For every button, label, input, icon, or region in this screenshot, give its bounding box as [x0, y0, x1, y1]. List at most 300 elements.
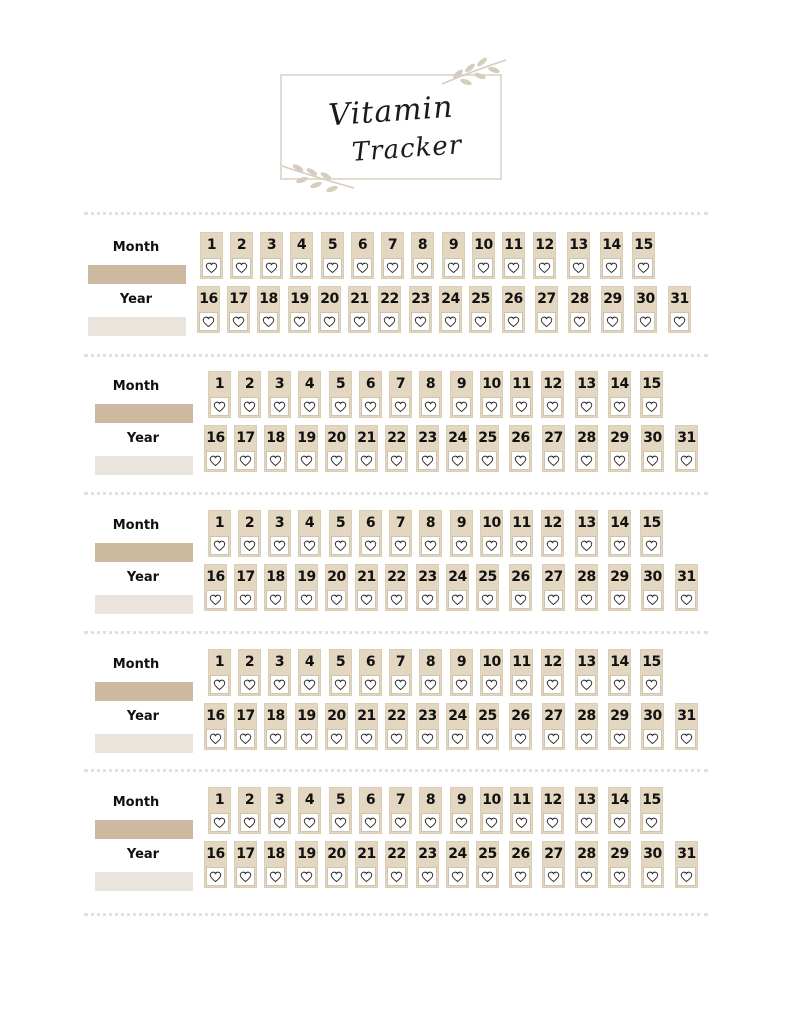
day-cell[interactable] — [600, 232, 623, 279]
day-cell[interactable] — [509, 703, 532, 750]
heart-checkbox[interactable] — [266, 729, 285, 748]
day-cell[interactable] — [329, 510, 352, 557]
heart-checkbox[interactable] — [387, 867, 406, 886]
day-cell[interactable] — [608, 425, 631, 472]
heart-checkbox[interactable] — [610, 813, 629, 832]
heart-checkbox[interactable] — [610, 867, 629, 886]
day-cell[interactable] — [318, 286, 341, 333]
day-cell[interactable] — [409, 286, 432, 333]
heart-checkbox[interactable] — [361, 536, 380, 555]
heart-checkbox[interactable] — [511, 451, 530, 470]
day-cell[interactable] — [329, 371, 352, 418]
day-cell[interactable] — [575, 703, 598, 750]
heart-checkbox[interactable] — [643, 451, 662, 470]
heart-checkbox[interactable] — [471, 312, 490, 331]
heart-checkbox[interactable] — [677, 867, 696, 886]
month-input-bar[interactable] — [88, 265, 186, 284]
heart-checkbox[interactable] — [478, 590, 497, 609]
day-cell[interactable] — [355, 841, 378, 888]
day-cell[interactable] — [476, 703, 499, 750]
day-cell[interactable] — [480, 649, 503, 696]
heart-checkbox[interactable] — [199, 312, 218, 331]
heart-checkbox[interactable] — [327, 729, 346, 748]
heart-checkbox[interactable] — [240, 813, 259, 832]
heart-checkbox[interactable] — [232, 258, 251, 277]
day-cell[interactable] — [509, 841, 532, 888]
heart-checkbox[interactable] — [577, 590, 596, 609]
month-input-bar[interactable] — [95, 543, 193, 562]
heart-checkbox[interactable] — [544, 867, 563, 886]
day-cell[interactable] — [419, 510, 442, 557]
day-cell[interactable] — [469, 286, 492, 333]
day-cell[interactable] — [257, 286, 280, 333]
day-cell[interactable] — [234, 564, 257, 611]
heart-checkbox[interactable] — [391, 813, 410, 832]
heart-checkbox[interactable] — [544, 729, 563, 748]
heart-checkbox[interactable] — [270, 675, 289, 694]
day-cell[interactable] — [541, 510, 564, 557]
day-cell[interactable] — [381, 232, 404, 279]
day-cell[interactable] — [268, 649, 291, 696]
heart-checkbox[interactable] — [544, 590, 563, 609]
heart-checkbox[interactable] — [300, 536, 319, 555]
heart-checkbox[interactable] — [610, 590, 629, 609]
day-cell[interactable] — [264, 841, 287, 888]
day-cell[interactable] — [675, 564, 698, 611]
day-cell[interactable] — [476, 425, 499, 472]
heart-checkbox[interactable] — [504, 312, 523, 331]
day-cell[interactable] — [541, 371, 564, 418]
day-cell[interactable] — [385, 564, 408, 611]
day-cell[interactable] — [641, 703, 664, 750]
heart-checkbox[interactable] — [300, 675, 319, 694]
day-cell[interactable] — [268, 371, 291, 418]
heart-checkbox[interactable] — [206, 590, 225, 609]
heart-checkbox[interactable] — [482, 675, 501, 694]
heart-checkbox[interactable] — [478, 729, 497, 748]
day-cell[interactable] — [416, 425, 439, 472]
day-cell[interactable] — [641, 425, 664, 472]
day-cell[interactable] — [260, 232, 283, 279]
heart-checkbox[interactable] — [236, 729, 255, 748]
heart-checkbox[interactable] — [210, 397, 229, 416]
day-cell[interactable] — [378, 286, 401, 333]
day-cell[interactable] — [541, 649, 564, 696]
day-cell[interactable] — [238, 649, 261, 696]
day-cell[interactable] — [502, 286, 525, 333]
heart-checkbox[interactable] — [610, 397, 629, 416]
heart-checkbox[interactable] — [452, 536, 471, 555]
heart-checkbox[interactable] — [361, 397, 380, 416]
heart-checkbox[interactable] — [577, 729, 596, 748]
heart-checkbox[interactable] — [474, 258, 493, 277]
day-cell[interactable] — [325, 703, 348, 750]
heart-checkbox[interactable] — [577, 397, 596, 416]
day-cell[interactable] — [325, 425, 348, 472]
heart-checkbox[interactable] — [602, 258, 621, 277]
day-cell[interactable] — [389, 787, 412, 834]
day-cell[interactable] — [268, 510, 291, 557]
day-cell[interactable] — [389, 510, 412, 557]
heart-checkbox[interactable] — [380, 312, 399, 331]
heart-checkbox[interactable] — [441, 312, 460, 331]
heart-checkbox[interactable] — [642, 675, 661, 694]
day-cell[interactable] — [359, 371, 382, 418]
day-cell[interactable] — [510, 371, 533, 418]
day-cell[interactable] — [295, 841, 318, 888]
day-cell[interactable] — [450, 649, 473, 696]
day-cell[interactable] — [234, 425, 257, 472]
day-cell[interactable] — [419, 649, 442, 696]
heart-checkbox[interactable] — [266, 590, 285, 609]
heart-checkbox[interactable] — [236, 867, 255, 886]
day-cell[interactable] — [510, 787, 533, 834]
heart-checkbox[interactable] — [357, 729, 376, 748]
heart-checkbox[interactable] — [577, 867, 596, 886]
day-cell[interactable] — [640, 787, 663, 834]
heart-checkbox[interactable] — [610, 675, 629, 694]
day-cell[interactable] — [510, 649, 533, 696]
day-cell[interactable] — [472, 232, 495, 279]
heart-checkbox[interactable] — [387, 729, 406, 748]
day-cell[interactable] — [640, 649, 663, 696]
heart-checkbox[interactable] — [270, 813, 289, 832]
day-cell[interactable] — [295, 564, 318, 611]
heart-checkbox[interactable] — [262, 258, 281, 277]
day-cell[interactable] — [476, 841, 499, 888]
day-cell[interactable] — [446, 564, 469, 611]
day-cell[interactable] — [608, 703, 631, 750]
heart-checkbox[interactable] — [512, 397, 531, 416]
heart-checkbox[interactable] — [266, 451, 285, 470]
heart-checkbox[interactable] — [350, 312, 369, 331]
day-cell[interactable] — [416, 841, 439, 888]
heart-checkbox[interactable] — [297, 451, 316, 470]
heart-checkbox[interactable] — [511, 867, 530, 886]
day-cell[interactable] — [288, 286, 311, 333]
year-input-bar[interactable] — [95, 456, 193, 475]
heart-checkbox[interactable] — [357, 451, 376, 470]
day-cell[interactable] — [325, 564, 348, 611]
day-cell[interactable] — [359, 787, 382, 834]
heart-checkbox[interactable] — [478, 867, 497, 886]
day-cell[interactable] — [208, 510, 231, 557]
day-cell[interactable] — [298, 649, 321, 696]
heart-checkbox[interactable] — [323, 258, 342, 277]
day-cell[interactable] — [575, 564, 598, 611]
heart-checkbox[interactable] — [361, 813, 380, 832]
day-cell[interactable] — [568, 286, 591, 333]
heart-checkbox[interactable] — [421, 397, 440, 416]
day-cell[interactable] — [541, 787, 564, 834]
day-cell[interactable] — [416, 703, 439, 750]
day-cell[interactable] — [675, 703, 698, 750]
day-cell[interactable] — [230, 232, 253, 279]
month-input-bar[interactable] — [95, 682, 193, 701]
heart-checkbox[interactable] — [535, 258, 554, 277]
day-cell[interactable] — [668, 286, 691, 333]
day-cell[interactable] — [411, 232, 434, 279]
day-cell[interactable] — [385, 425, 408, 472]
heart-checkbox[interactable] — [290, 312, 309, 331]
day-cell[interactable] — [295, 425, 318, 472]
heart-checkbox[interactable] — [511, 590, 530, 609]
day-cell[interactable] — [575, 510, 598, 557]
day-cell[interactable] — [442, 232, 465, 279]
heart-checkbox[interactable] — [452, 675, 471, 694]
heart-checkbox[interactable] — [634, 258, 653, 277]
day-cell[interactable] — [480, 510, 503, 557]
heart-checkbox[interactable] — [448, 590, 467, 609]
day-cell[interactable] — [601, 286, 624, 333]
day-cell[interactable] — [542, 425, 565, 472]
day-cell[interactable] — [675, 425, 698, 472]
heart-checkbox[interactable] — [391, 536, 410, 555]
day-cell[interactable] — [450, 510, 473, 557]
day-cell[interactable] — [446, 841, 469, 888]
heart-checkbox[interactable] — [482, 536, 501, 555]
heart-checkbox[interactable] — [331, 536, 350, 555]
heart-checkbox[interactable] — [387, 590, 406, 609]
day-cell[interactable] — [575, 649, 598, 696]
day-cell[interactable] — [359, 510, 382, 557]
heart-checkbox[interactable] — [421, 813, 440, 832]
heart-checkbox[interactable] — [383, 258, 402, 277]
day-cell[interactable] — [298, 787, 321, 834]
day-cell[interactable] — [290, 232, 313, 279]
heart-checkbox[interactable] — [677, 590, 696, 609]
heart-checkbox[interactable] — [670, 312, 689, 331]
day-cell[interactable] — [575, 371, 598, 418]
day-cell[interactable] — [535, 286, 558, 333]
day-cell[interactable] — [295, 703, 318, 750]
day-cell[interactable] — [355, 425, 378, 472]
heart-checkbox[interactable] — [270, 536, 289, 555]
day-cell[interactable] — [227, 286, 250, 333]
heart-checkbox[interactable] — [327, 451, 346, 470]
day-cell[interactable] — [264, 425, 287, 472]
heart-checkbox[interactable] — [331, 397, 350, 416]
heart-checkbox[interactable] — [452, 397, 471, 416]
heart-checkbox[interactable] — [543, 397, 562, 416]
heart-checkbox[interactable] — [270, 397, 289, 416]
day-cell[interactable] — [476, 564, 499, 611]
heart-checkbox[interactable] — [511, 729, 530, 748]
year-input-bar[interactable] — [88, 317, 186, 336]
heart-checkbox[interactable] — [331, 675, 350, 694]
heart-checkbox[interactable] — [570, 312, 589, 331]
day-cell[interactable] — [439, 286, 462, 333]
day-cell[interactable] — [234, 841, 257, 888]
day-cell[interactable] — [197, 286, 220, 333]
heart-checkbox[interactable] — [643, 867, 662, 886]
day-cell[interactable] — [208, 787, 231, 834]
day-cell[interactable] — [268, 787, 291, 834]
month-input-bar[interactable] — [95, 404, 193, 423]
day-cell[interactable] — [509, 425, 532, 472]
day-cell[interactable] — [325, 841, 348, 888]
heart-checkbox[interactable] — [421, 675, 440, 694]
heart-checkbox[interactable] — [544, 451, 563, 470]
day-cell[interactable] — [329, 649, 352, 696]
heart-checkbox[interactable] — [482, 813, 501, 832]
heart-checkbox[interactable] — [642, 813, 661, 832]
heart-checkbox[interactable] — [327, 867, 346, 886]
heart-checkbox[interactable] — [418, 590, 437, 609]
heart-checkbox[interactable] — [482, 397, 501, 416]
day-cell[interactable] — [321, 232, 344, 279]
heart-checkbox[interactable] — [300, 397, 319, 416]
day-cell[interactable] — [238, 787, 261, 834]
day-cell[interactable] — [208, 371, 231, 418]
heart-checkbox[interactable] — [603, 312, 622, 331]
day-cell[interactable] — [542, 841, 565, 888]
day-cell[interactable] — [204, 425, 227, 472]
heart-checkbox[interactable] — [610, 536, 629, 555]
day-cell[interactable] — [446, 425, 469, 472]
heart-checkbox[interactable] — [577, 536, 596, 555]
heart-checkbox[interactable] — [577, 675, 596, 694]
day-cell[interactable] — [389, 649, 412, 696]
heart-checkbox[interactable] — [512, 536, 531, 555]
heart-checkbox[interactable] — [320, 312, 339, 331]
day-cell[interactable] — [634, 286, 657, 333]
heart-checkbox[interactable] — [418, 729, 437, 748]
day-cell[interactable] — [348, 286, 371, 333]
heart-checkbox[interactable] — [236, 451, 255, 470]
day-cell[interactable] — [329, 787, 352, 834]
heart-checkbox[interactable] — [543, 813, 562, 832]
day-cell[interactable] — [204, 841, 227, 888]
month-input-bar[interactable] — [95, 820, 193, 839]
heart-checkbox[interactable] — [478, 451, 497, 470]
heart-checkbox[interactable] — [210, 813, 229, 832]
heart-checkbox[interactable] — [206, 451, 225, 470]
day-cell[interactable] — [385, 703, 408, 750]
heart-checkbox[interactable] — [327, 590, 346, 609]
heart-checkbox[interactable] — [643, 590, 662, 609]
heart-checkbox[interactable] — [512, 675, 531, 694]
day-cell[interactable] — [502, 232, 525, 279]
heart-checkbox[interactable] — [610, 451, 629, 470]
heart-checkbox[interactable] — [411, 312, 430, 331]
heart-checkbox[interactable] — [448, 729, 467, 748]
day-cell[interactable] — [608, 564, 631, 611]
heart-checkbox[interactable] — [297, 590, 316, 609]
day-cell[interactable] — [208, 649, 231, 696]
heart-checkbox[interactable] — [240, 675, 259, 694]
heart-checkbox[interactable] — [452, 813, 471, 832]
heart-checkbox[interactable] — [448, 867, 467, 886]
day-cell[interactable] — [675, 841, 698, 888]
heart-checkbox[interactable] — [240, 397, 259, 416]
day-cell[interactable] — [480, 371, 503, 418]
heart-checkbox[interactable] — [357, 867, 376, 886]
heart-checkbox[interactable] — [677, 451, 696, 470]
heart-checkbox[interactable] — [569, 258, 588, 277]
day-cell[interactable] — [419, 787, 442, 834]
day-cell[interactable] — [234, 703, 257, 750]
day-cell[interactable] — [641, 841, 664, 888]
heart-checkbox[interactable] — [577, 451, 596, 470]
heart-checkbox[interactable] — [259, 312, 278, 331]
year-input-bar[interactable] — [95, 872, 193, 891]
day-cell[interactable] — [351, 232, 374, 279]
heart-checkbox[interactable] — [642, 397, 661, 416]
heart-checkbox[interactable] — [300, 813, 319, 832]
heart-checkbox[interactable] — [206, 867, 225, 886]
day-cell[interactable] — [298, 371, 321, 418]
day-cell[interactable] — [416, 564, 439, 611]
heart-checkbox[interactable] — [210, 675, 229, 694]
heart-checkbox[interactable] — [210, 536, 229, 555]
heart-checkbox[interactable] — [543, 675, 562, 694]
day-cell[interactable] — [542, 564, 565, 611]
heart-checkbox[interactable] — [636, 312, 655, 331]
day-cell[interactable] — [264, 703, 287, 750]
heart-checkbox[interactable] — [387, 451, 406, 470]
heart-checkbox[interactable] — [448, 451, 467, 470]
heart-checkbox[interactable] — [353, 258, 372, 277]
year-input-bar[interactable] — [95, 595, 193, 614]
heart-checkbox[interactable] — [297, 729, 316, 748]
day-cell[interactable] — [608, 649, 631, 696]
day-cell[interactable] — [641, 564, 664, 611]
heart-checkbox[interactable] — [297, 867, 316, 886]
day-cell[interactable] — [640, 510, 663, 557]
day-cell[interactable] — [575, 425, 598, 472]
day-cell[interactable] — [450, 371, 473, 418]
day-cell[interactable] — [204, 703, 227, 750]
day-cell[interactable] — [575, 787, 598, 834]
day-cell[interactable] — [480, 787, 503, 834]
heart-checkbox[interactable] — [418, 451, 437, 470]
heart-checkbox[interactable] — [677, 729, 696, 748]
heart-checkbox[interactable] — [391, 675, 410, 694]
day-cell[interactable] — [355, 564, 378, 611]
day-cell[interactable] — [632, 232, 655, 279]
day-cell[interactable] — [389, 371, 412, 418]
day-cell[interactable] — [509, 564, 532, 611]
day-cell[interactable] — [385, 841, 408, 888]
day-cell[interactable] — [264, 564, 287, 611]
heart-checkbox[interactable] — [206, 729, 225, 748]
heart-checkbox[interactable] — [266, 867, 285, 886]
day-cell[interactable] — [446, 703, 469, 750]
day-cell[interactable] — [608, 841, 631, 888]
day-cell[interactable] — [450, 787, 473, 834]
day-cell[interactable] — [608, 371, 631, 418]
year-input-bar[interactable] — [95, 734, 193, 753]
heart-checkbox[interactable] — [643, 729, 662, 748]
heart-checkbox[interactable] — [421, 536, 440, 555]
heart-checkbox[interactable] — [543, 536, 562, 555]
heart-checkbox[interactable] — [418, 867, 437, 886]
heart-checkbox[interactable] — [240, 536, 259, 555]
heart-checkbox[interactable] — [229, 312, 248, 331]
day-cell[interactable] — [204, 564, 227, 611]
day-cell[interactable] — [238, 371, 261, 418]
heart-checkbox[interactable] — [391, 397, 410, 416]
day-cell[interactable] — [608, 510, 631, 557]
heart-checkbox[interactable] — [357, 590, 376, 609]
day-cell[interactable] — [533, 232, 556, 279]
day-cell[interactable] — [640, 371, 663, 418]
heart-checkbox[interactable] — [236, 590, 255, 609]
day-cell[interactable] — [510, 510, 533, 557]
heart-checkbox[interactable] — [202, 258, 221, 277]
heart-checkbox[interactable] — [292, 258, 311, 277]
